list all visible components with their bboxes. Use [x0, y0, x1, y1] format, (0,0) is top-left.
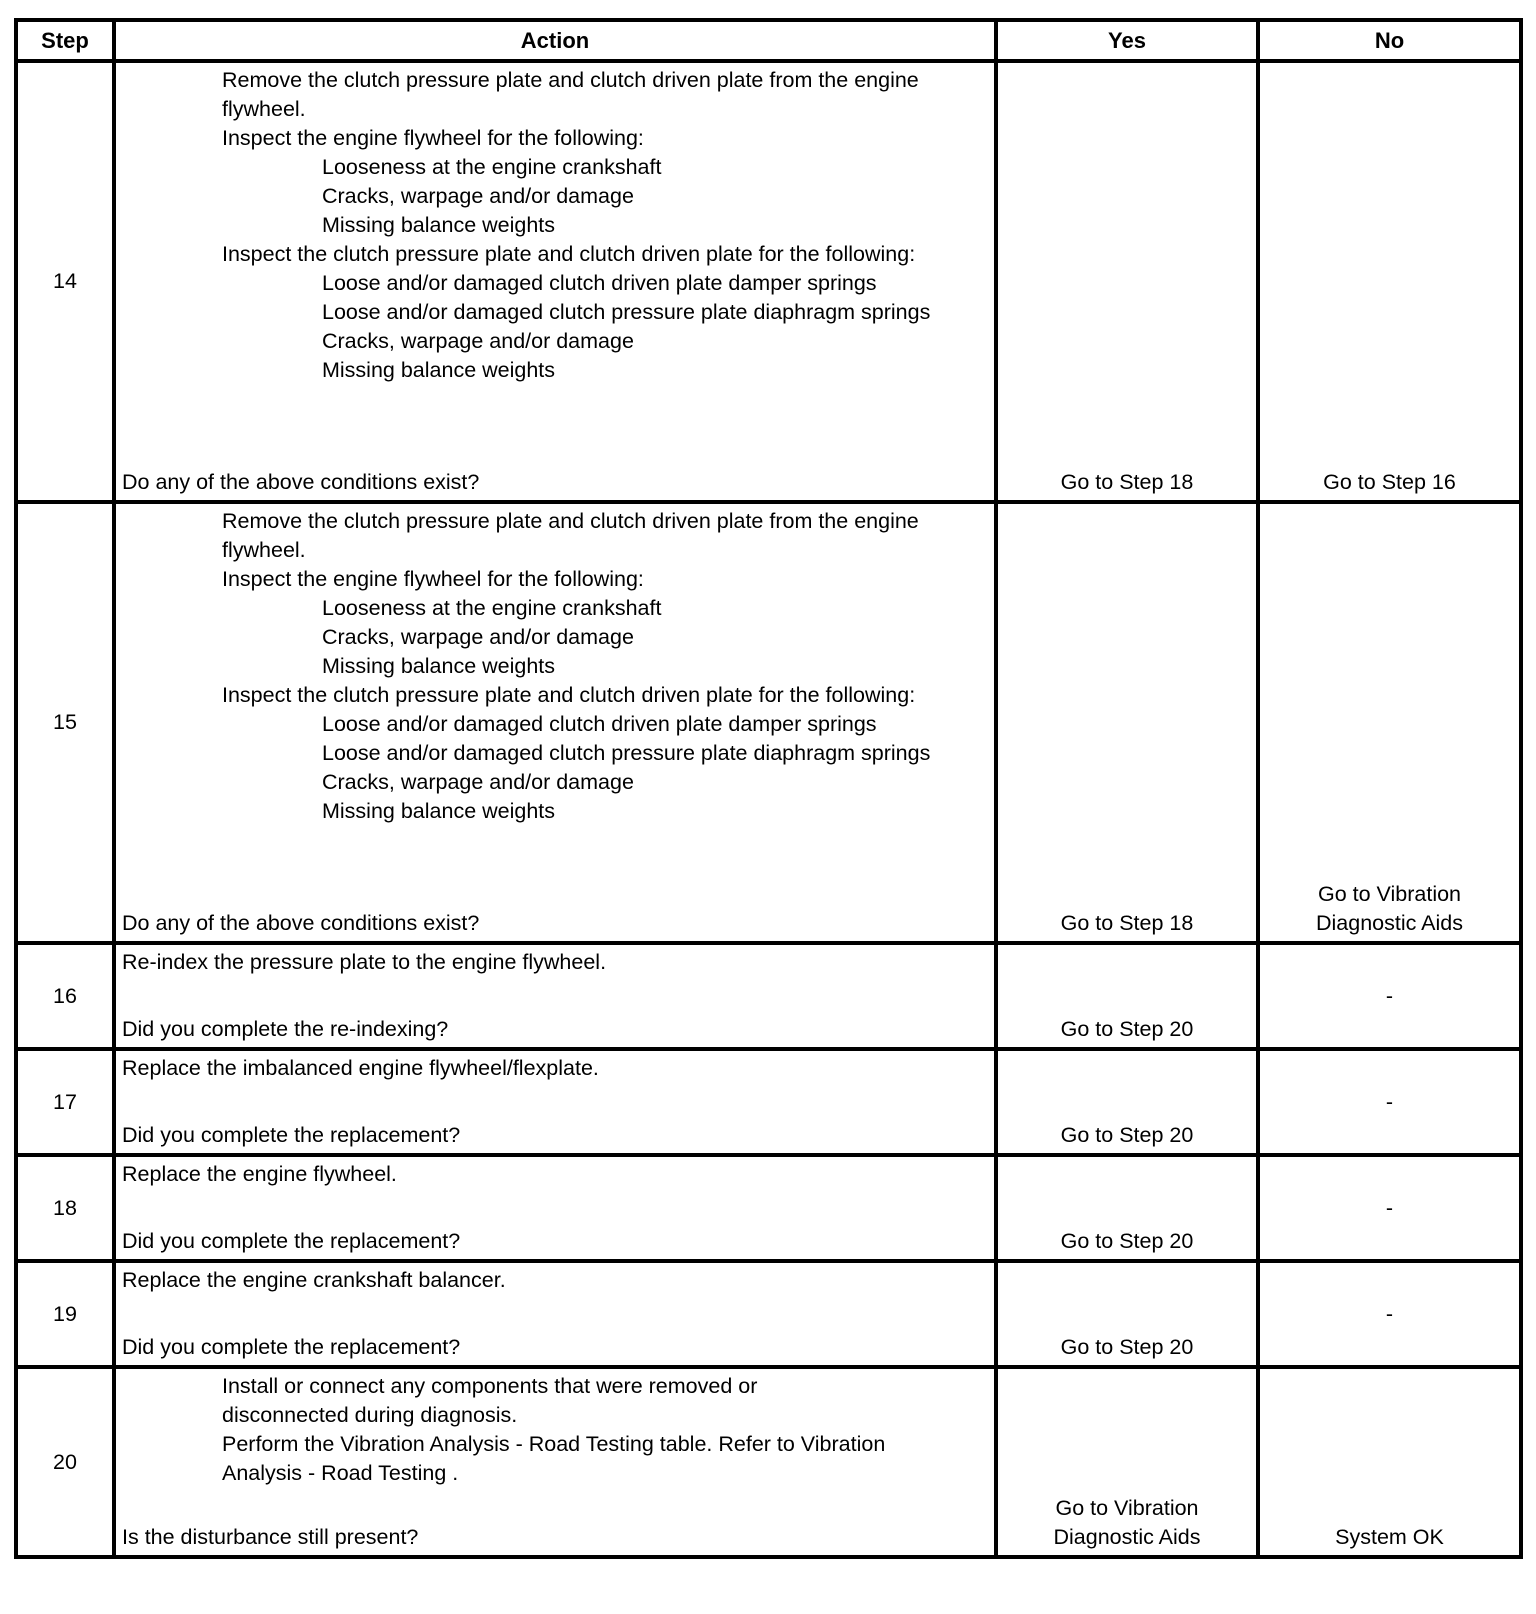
no-target: Go to Step 16 [1323, 470, 1456, 494]
step-number: 14 [16, 61, 114, 502]
no-cell [1258, 61, 1521, 502]
action-line: Replace the imbalanced engine flywheel/flexplate. [122, 1056, 599, 1080]
yes-target-line: Diagnostic Aids [1053, 1525, 1201, 1549]
action-subline: Looseness at the engine crankshaft [322, 155, 662, 179]
action-subline: Missing balance weights [322, 799, 556, 823]
action-line: Inspect the clutch pressure plate and clutch driven plate for the following: [222, 242, 916, 266]
step-number: 15 [16, 502, 114, 943]
yes-target: Go to Step 18 [1060, 911, 1194, 935]
action-subline: Loose and/or damaged clutch driven plate damper springs [322, 271, 877, 295]
no-target-line: Diagnostic Aids [1316, 911, 1463, 935]
no-cell [1258, 1367, 1521, 1557]
yes-target-line: Go to Vibration [1055, 1496, 1199, 1520]
table-row [16, 1155, 1521, 1261]
action-list [116, 945, 994, 977]
header-yes: Yes [996, 20, 1258, 61]
action-line: Inspect the engine flywheel for the following: [222, 567, 644, 591]
no-target: - [1385, 983, 1394, 1008]
table-row [16, 1367, 1521, 1557]
yes-cell [996, 61, 1258, 502]
table-row [16, 502, 1521, 943]
action-list [116, 1263, 994, 1295]
action-cell [114, 1261, 996, 1367]
step-number: 19 [16, 1261, 114, 1367]
yes-cell [996, 1261, 1258, 1367]
action-line: Perform the Vibration Analysis - Road Testing table. Refer to Vibration Analysis - Road Testing . [222, 1432, 886, 1485]
no-cell [1258, 943, 1521, 1049]
header-row [16, 20, 1521, 61]
header-action: Action [114, 20, 996, 61]
step-number: 16 [16, 943, 114, 1049]
no-target: System OK [1335, 1525, 1444, 1549]
action-question: Do any of the above conditions exist? [122, 470, 480, 494]
action-line: Re-index the pressure plate to the engine flywheel. [122, 950, 607, 974]
action-question: Is the disturbance still present? [122, 1525, 419, 1549]
action-question: Did you complete the replacement? [122, 1229, 461, 1253]
no-target [1260, 880, 1519, 941]
action-question: Do any of the above conditions exist? [122, 911, 480, 935]
step-number: 20 [16, 1367, 114, 1557]
action-subline: Cracks, warpage and/or damage [322, 184, 634, 208]
yes-cell [996, 502, 1258, 943]
action-line: Remove the clutch pressure plate and clutch driven plate from the engine flywheel. [222, 68, 919, 121]
action-list [116, 1369, 994, 1488]
header-step: Step [16, 20, 114, 61]
action-cell [114, 61, 996, 502]
yes-target [998, 1494, 1256, 1555]
yes-target: Go to Step 20 [1060, 1017, 1194, 1041]
step-number: 17 [16, 1049, 114, 1155]
action-list [116, 63, 994, 385]
action-subline: Cracks, warpage and/or damage [322, 770, 634, 794]
action-subline: Looseness at the engine crankshaft [322, 596, 662, 620]
yes-target: Go to Step 20 [1060, 1229, 1194, 1253]
no-cell [1258, 1049, 1521, 1155]
no-target: - [1385, 1195, 1394, 1220]
no-target-line: Go to Vibration [1317, 882, 1462, 906]
table-row [16, 1261, 1521, 1367]
action-question: Did you complete the re-indexing? [122, 1017, 449, 1041]
no-target: - [1385, 1301, 1394, 1326]
action-subline: Loose and/or damaged clutch pressure plate diaphragm springs [322, 741, 931, 765]
action-line: Install or connect any components that were removed or disconnected during diagnosis. [222, 1374, 758, 1427]
no-cell [1258, 1155, 1521, 1261]
action-subline: Loose and/or damaged clutch pressure plate diaphragm springs [322, 300, 931, 324]
action-cell [114, 1155, 996, 1261]
yes-cell [996, 943, 1258, 1049]
action-question: Did you complete the replacement? [122, 1123, 461, 1147]
yes-target: Go to Step 18 [1060, 470, 1194, 494]
table-row [16, 943, 1521, 1049]
table-row [16, 1049, 1521, 1155]
action-cell [114, 1049, 996, 1155]
action-line: Remove the clutch pressure plate and clutch driven plate from the engine flywheel. [222, 509, 919, 562]
step-number: 18 [16, 1155, 114, 1261]
action-subline: Missing balance weights [322, 654, 556, 678]
action-line: Replace the engine flywheel. [122, 1162, 397, 1186]
action-list [116, 504, 994, 826]
action-subline: Missing balance weights [322, 358, 556, 382]
action-list [116, 1051, 994, 1083]
header-no: No [1258, 20, 1521, 61]
yes-cell [996, 1049, 1258, 1155]
action-subline: Missing balance weights [322, 213, 556, 237]
action-subline: Cracks, warpage and/or damage [322, 625, 634, 649]
yes-cell [996, 1155, 1258, 1261]
no-target: - [1385, 1089, 1394, 1114]
action-question: Did you complete the replacement? [122, 1335, 461, 1359]
table-row [16, 61, 1521, 502]
no-cell [1258, 502, 1521, 943]
yes-target: Go to Step 20 [1060, 1335, 1194, 1359]
action-cell [114, 1367, 996, 1557]
diagnostic-table [14, 18, 1523, 1559]
action-line: Replace the engine crankshaft balancer. [122, 1268, 506, 1292]
no-cell [1258, 1261, 1521, 1367]
action-list [116, 1157, 994, 1189]
action-cell [114, 502, 996, 943]
action-cell [114, 943, 996, 1049]
action-line: Inspect the engine flywheel for the following: [222, 126, 644, 150]
action-subline: Loose and/or damaged clutch driven plate damper springs [322, 712, 877, 736]
action-subline: Cracks, warpage and/or damage [322, 329, 634, 353]
action-line: Inspect the clutch pressure plate and clutch driven plate for the following: [222, 683, 916, 707]
yes-cell [996, 1367, 1258, 1557]
yes-target: Go to Step 20 [1060, 1123, 1194, 1147]
